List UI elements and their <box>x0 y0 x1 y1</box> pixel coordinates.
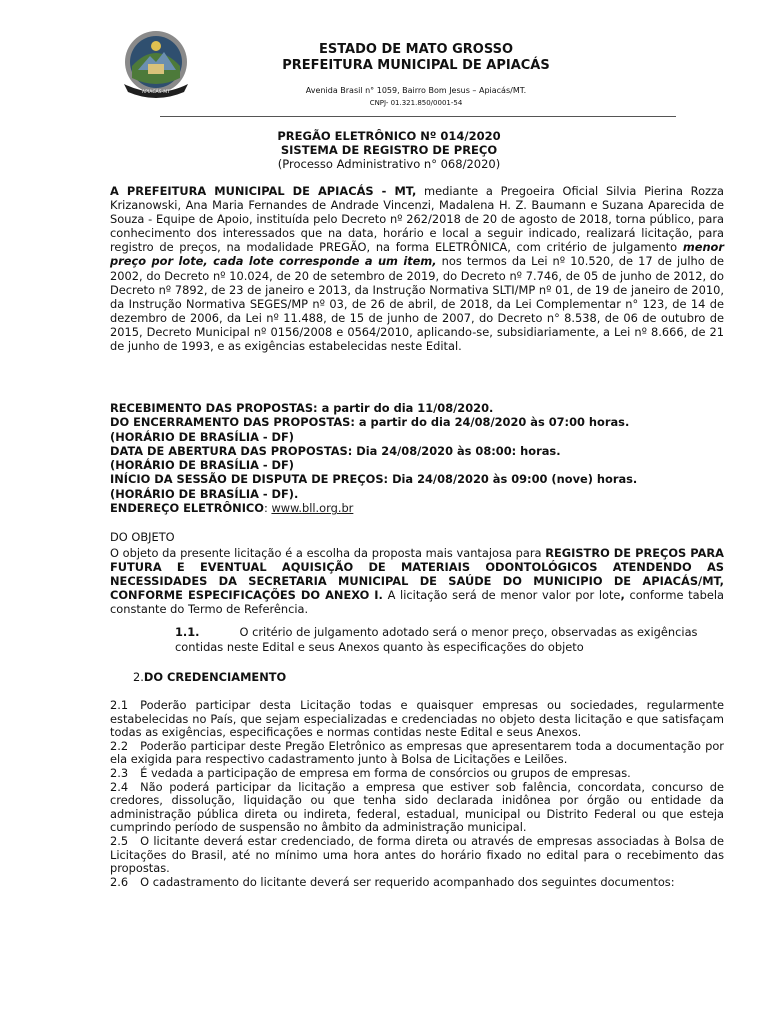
header-state: ESTADO DE MATO GROSSO <box>318 42 514 57</box>
electronic-address-line <box>110 501 724 515</box>
item-number: 2.1 <box>110 698 129 712</box>
item-text: O licitante deverá estar credenciado, de forma direta ou através de empresas associadas à Bolsa de Licitações do Brasil, até no mínimo uma hora antes do horário fixado no edital para o recebimento das propostas. <box>110 833 724 876</box>
title-system: SISTEMA DE REGISTRO DE PREÇO <box>280 143 498 157</box>
item-text: Poderão participar desta Licitação todas e quaisquer empresas ou sociedades, regularmente estabelecidas no País, que sejam especializadas e credenciadas no objeto desta licitação e que satisfaçam todas as exigências, especificações e normas contidas neste Edital e seus Anexos. <box>110 698 724 740</box>
schedule-line: (HORÁRIO DE BRASÍLIA - DF) <box>110 429 294 444</box>
object-bold: REGISTRO DE PREÇOS PARA FUTURA E EVENTUAL AQUISIÇÃO DE MATERIAIS ODONTOLÓGICOS ATENDENDO AS NECESSIDADES DA SECRETARIA MUNICIPAL DE SAÚDE DO MUNICIPIO DE APIACÁS/MT, CONFORME ESPECIFICAÇÕES DO ANEXO I. <box>110 546 724 603</box>
electronic-address-sep: : <box>263 501 272 516</box>
item-text: Poderão participar deste Pregão Eletrônico as empresas que apresentarem toda a documentação por ela exigida para respectivo cadastramento junto à Bolsa de Licitações e Leilões. <box>110 738 724 767</box>
credenciamento-heading <box>133 670 286 684</box>
subitem-text: O critério de julgamento adotado será o menor preço, observadas as exigências contidas neste Edital e seus Anexos quanto às especificações do objeto <box>175 625 698 654</box>
schedule-line: DATA DE ABERTURA DAS PROPOSTAS: Dia 24/08/2020 às 08:00: horas. <box>110 443 561 458</box>
schedule-line: (HORÁRIO DE BRASÍLIA - DF). <box>110 486 299 501</box>
electronic-address-label: ENDEREÇO ELETRÔNICO <box>110 501 264 516</box>
list-item <box>110 740 724 767</box>
item-number: 2.4 <box>110 779 129 794</box>
municipal-coat-of-arms <box>118 26 194 102</box>
item-number: 2.6 <box>110 874 129 889</box>
item-text: É vedada a participação de empresa em forma de consórcios ou grupos de empresas. <box>140 765 631 780</box>
item-text: Não poderá participar da licitação a empresa que estiver sob falência, concordata, concurso de credores, dissolução, liquidação ou que tenha sido declarada inidônea por órgão ou entidade da administração pública direta ou indireta, federal, estadual, municipal ou Distrito Federal ou que esteja cumprindo período de suspensão no âmbito da administração municipal. <box>110 779 724 835</box>
object-text-3: conforme tabela constante do Termo de Referência. <box>110 588 724 617</box>
section-number: 2. <box>133 670 144 684</box>
object-paragraph <box>110 546 724 616</box>
subitem-number: 1.1. <box>175 625 200 639</box>
schedule-line: RECEBIMENTO DAS PROPOSTAS: a partir do dia 11/08/2020. <box>110 401 494 415</box>
header-divider <box>160 116 676 117</box>
item-number: 2.2 <box>110 738 129 753</box>
list-item <box>110 835 724 876</box>
object-subitem <box>175 625 724 655</box>
intro-text-1: mediante a Pregoeira Oficial Silvia Pierina Rozza Krizanowski, Ana Maria Fernandes de Andrade Vincenzi, Madalena H. Z. Baumann e Suzana Aparecida de Souza - Equipe de Apoio, instituída pelo Decreto nº 262/2018 de 20 de agosto de 2018, torna público, para conhecimento dos interessados que na data, horário e local a seguir indicado, realizará licitação, para registro de preços, na modalidade PREGÃO, na forma ELETRÔNICA, com critério de julgamento <box>110 184 724 255</box>
intro-lead: A PREFEITURA MUNICIPAL DE APIACÁS - MT, <box>110 184 417 198</box>
schedule-line: DO ENCERRAMENTO DAS PROPOSTAS: a partir do dia 24/08/2020 às 07:00 horas. <box>110 415 630 430</box>
item-number: 2.5 <box>110 833 129 848</box>
schedule-block <box>110 401 724 515</box>
list-item <box>110 699 724 740</box>
item-text: O cadastramento do licitante deverá ser requerido acompanhado dos seguintes documentos: <box>140 874 675 889</box>
header-prefecture: PREFEITURA MUNICIPAL DE APIACÁS <box>282 58 550 73</box>
header-cnpj: CNPJ- 01.321.850/0001-54 <box>369 99 463 107</box>
list-item <box>110 876 724 890</box>
intro-text-2: nos termos da Lei nº 10.520, de 17 de julho de 2002, do Decreto nº 10.024, de 20 de setembro de 2019, do Decreto nº 7.746, de 05 de junho de 2012, do Decreto nº 7892, de 23 de janeiro e 2013, da Instrução Normativa SLTI/MP nº 01, de 19 de janeiro de 2010, da Instrução Normativa SEGES/MP nº 03, de 26 de abril, de 2018, da Lei Complementar n° 123, de 14 de dezembro de 2006, da Lei nº 11.488, de 15 de junho de 2007, do Decreto n° 8.538, de 06 de outubro de 2015, Decreto Municipal nº 0156/2008 e 0564/2010, aplicando-se, subsidiariamente, a Lei nº 8.666, de 21 de junho de 1993, e as exigências estabelecidas neste Edital. <box>110 254 724 354</box>
section-title: DO CREDENCIAMENTO <box>143 670 287 684</box>
intro-paragraph <box>110 184 724 353</box>
header-address: Avenida Brasil n° 1059, Bairro Bom Jesus – Apiacás/MT. <box>305 86 527 95</box>
schedule-line: (HORÁRIO DE BRASÍLIA - DF) <box>110 458 294 473</box>
item-number: 2.3 <box>110 765 129 780</box>
title-process: (Processo Administrativo n° 068/2020) <box>277 157 501 171</box>
electronic-address-link[interactable]: www.bll.org.br <box>271 501 354 516</box>
list-item <box>110 781 724 835</box>
title-pregao: PREGÃO ELETRÔNICO Nº 014/2020 <box>277 129 501 143</box>
list-item <box>110 767 724 781</box>
intro-emphasis: menor preço por lote, cada lote corresponde a um item, <box>110 240 724 269</box>
object-text-2: A licitação será de menor valor por lote <box>382 588 621 603</box>
object-heading: DO OBJETO <box>110 530 175 544</box>
seal-ribbon-text: APIACÁS-MT <box>141 90 171 95</box>
object-comma: , <box>620 588 625 603</box>
object-text-1: O objeto da presente licitação é a escolha da proposta mais vantajosa para <box>110 546 546 560</box>
credenciamento-items <box>110 699 724 889</box>
schedule-line: INÍCIO DA SESSÃO DE DISPUTA DE PREÇOS: Dia 24/08/2020 às 09:00 (nove) horas. <box>110 472 638 487</box>
